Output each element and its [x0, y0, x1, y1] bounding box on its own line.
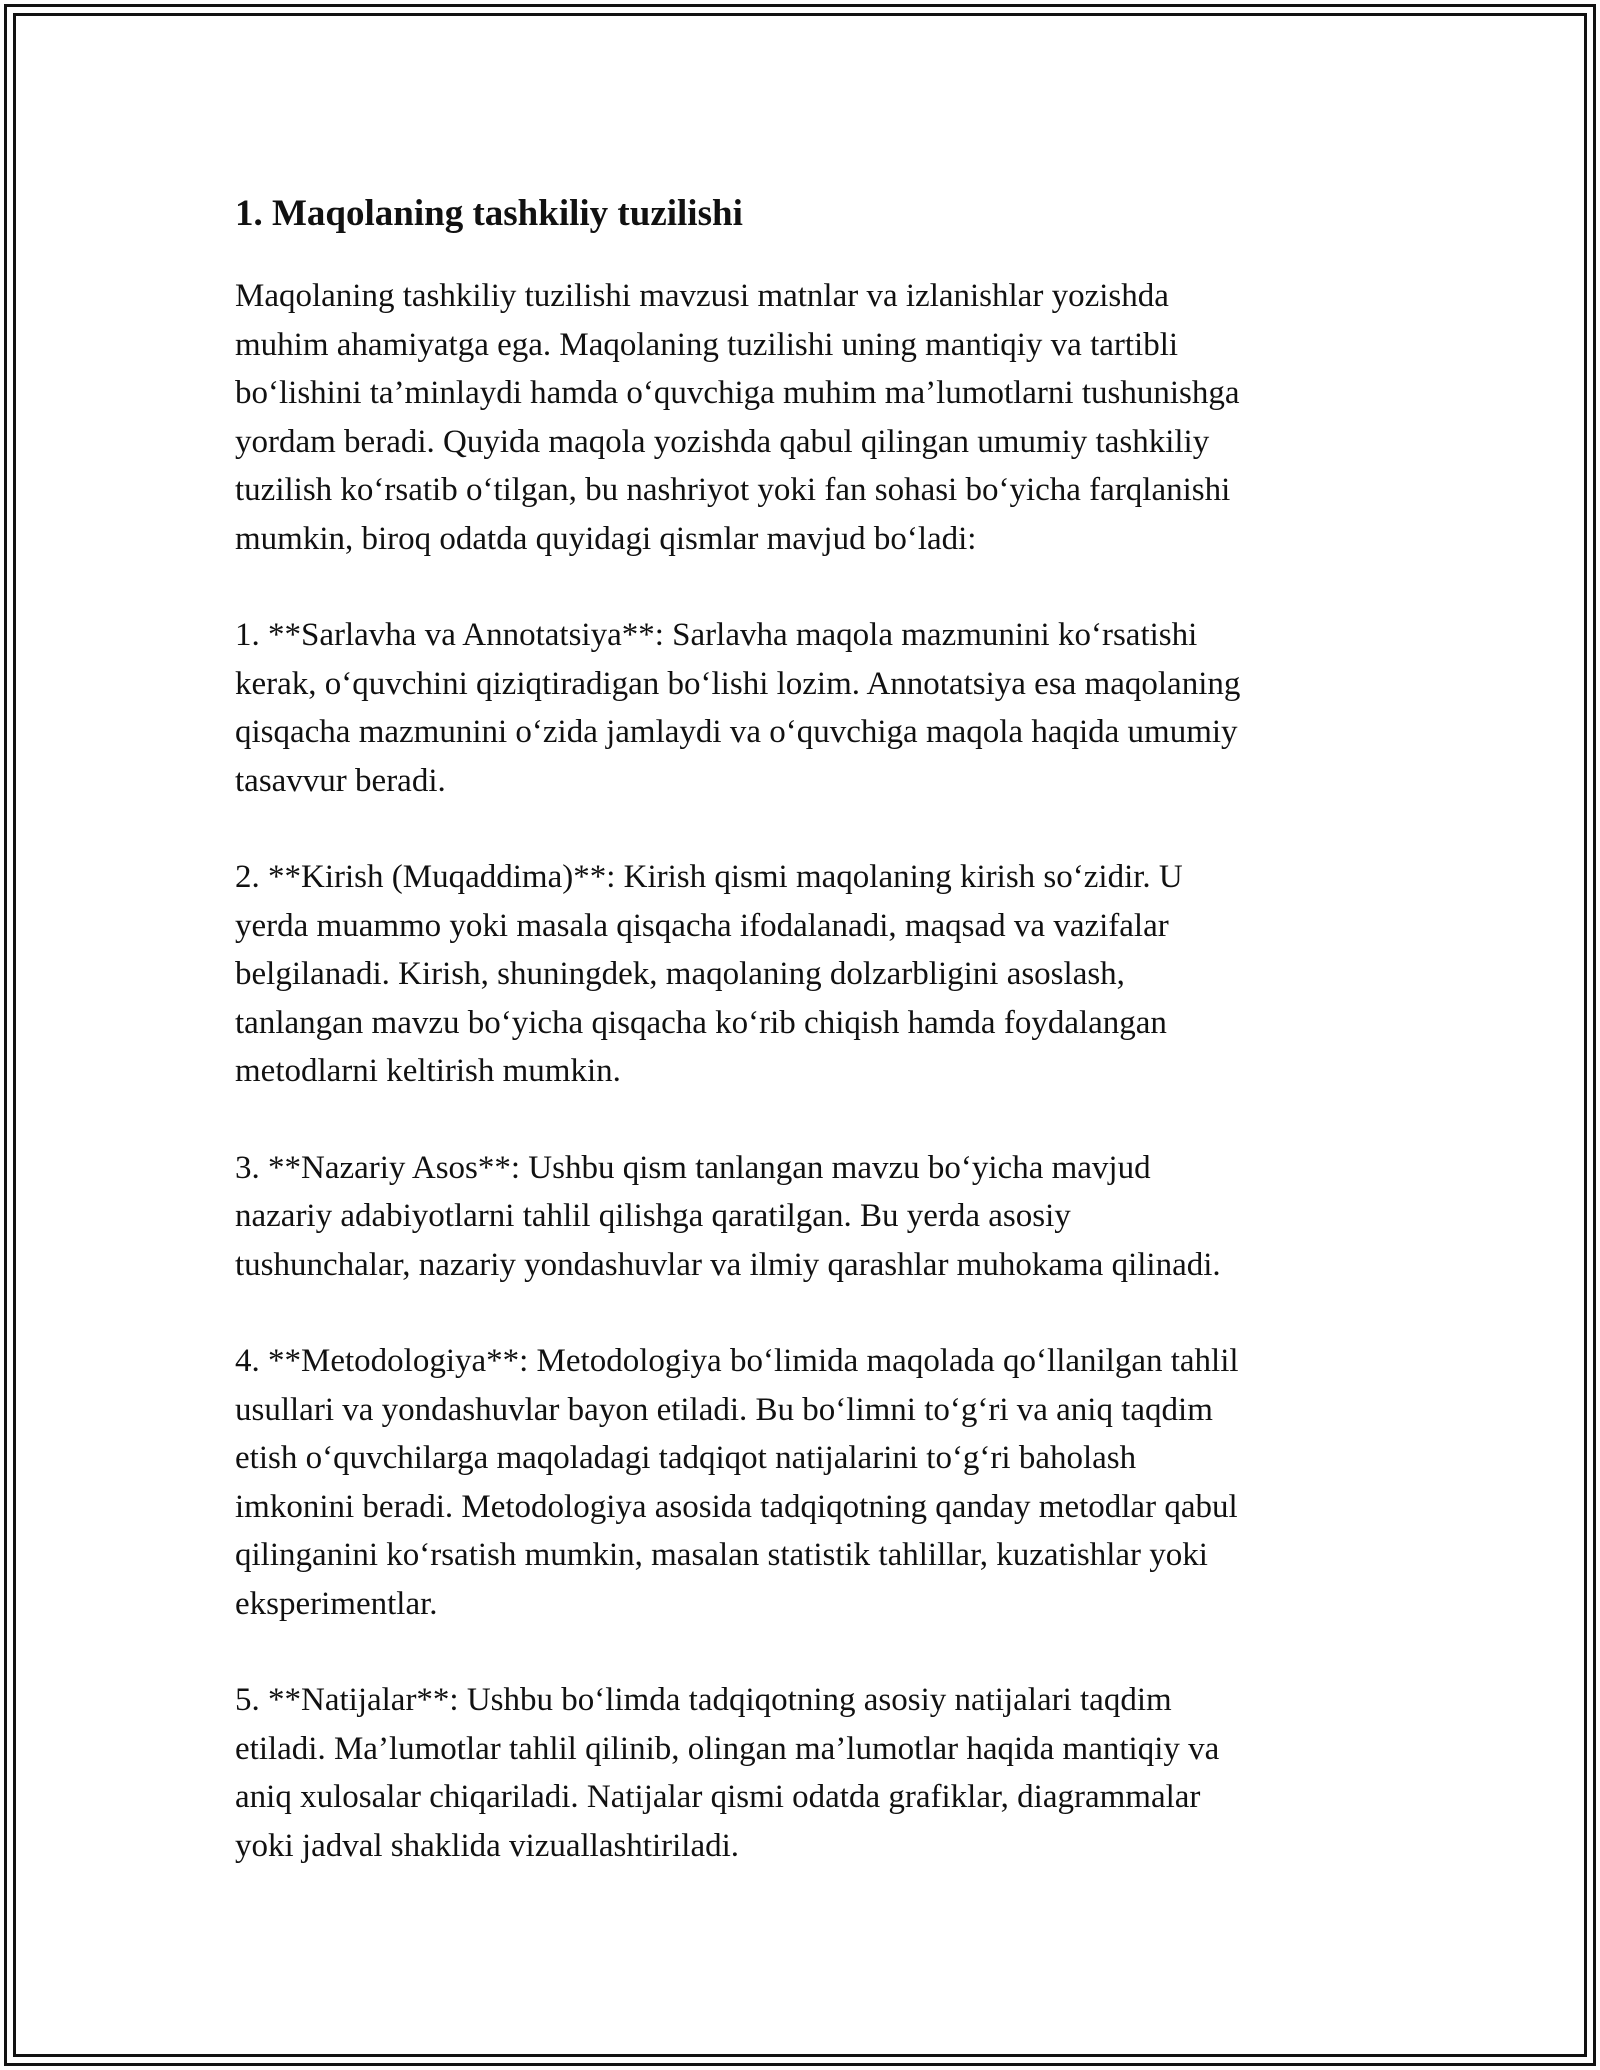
paragraph-nazariy-asos: 3. **Nazariy Asos**: Ushbu qism tanlangan mavzu bo‘yicha mavjud nazariy adabiyotlarni tahlil qilishga qaratilgan. Bu yerda asosiy tushunchalar, nazariy yondashuvlar va ilmiy qarashlar muhokama qilinadi. [235, 1149, 1221, 1283]
section-heading: 1. Maqolaning tashkiliy tuzilishi [235, 193, 743, 234]
paragraph-kirish: 2. **Kirish (Muqaddima)**: Kirish qismi maqolaning kirish so‘zidir. U yerda muammo yoki masala qisqacha ifodalanadi, maqsad va vazifalar belgilanadi. Kirish, shuningdek, maqolaning dolzarbligini asoslash, tanlangan mavzu bo‘yicha qisqacha ko‘rib chiqish hamda foydalangan metodlarni keltirish mumkin. [235, 859, 1183, 1089]
paragraph-metodologiya: 4. **Metodologiya**: Metodologiya bo‘limida maqolada qo‘llanilgan tahlil usullari va yondashuvlar bayon etiladi. Bu bo‘limni to‘g‘ri va aniq taqdim etish o‘quvchilarga maqoladagi tadqiqot natijalarini to‘g‘ri baholash imkonini beradi. Metodologiya asosida tadqiqotning qanday metodlar qabul qilinganini ko‘rsatish mumkin, masalan statistik tahlillar, kuzatishlar yoki eksperimentlar. [235, 1343, 1239, 1622]
paragraph-sarlavha-annotatsiya: 1. **Sarlavha va Annotatsiya**: Sarlavha maqola mazmunini ko‘rsatishi kerak, o‘quvchini qiziqtiradigan bo‘lishi lozim. Annotatsiya esa maqolaning qisqacha mazmunini o‘zida jamlaydi va o‘quvchiga maqola haqida umumiy tasavvur beradi. [235, 617, 1241, 799]
intro-paragraph: Maqolaning tashkiliy tuzilishi mavzusi matnlar va izlanishlar yozishda muhim ahamiyatga ega. Maqolaning tuzilishi uning mantiqiy va tartibli bo‘lishini ta’minlaydi hamda o‘quvchiga muhim ma’lumotlarni tushunishga yordam beradi. Quyida maqola yozishda qabul qilingan umumiy tashkiliy tuzilish ko‘rsatib o‘tilgan, bu nashriyot yoki fan sohasi bo‘yicha farqlanishi mumkin, biroq odatda quyidagi qismlar mavjud bo‘ladi: [235, 278, 1240, 557]
paragraph-natijalar: 5. **Natijalar**: Ushbu bo‘limda tadqiqotning asosiy natijalari taqdim etiladi. Ma’lumotlar tahlil qilinib, olingan ma’lumotlar haqida mantiqiy va aniq xulosalar chiqariladi. Natijalar qismi odatda grafiklar, diagrammalar yoki jadval shaklida vizuallashtiriladi. [235, 1682, 1220, 1864]
document-body [235, 182, 1375, 1870]
